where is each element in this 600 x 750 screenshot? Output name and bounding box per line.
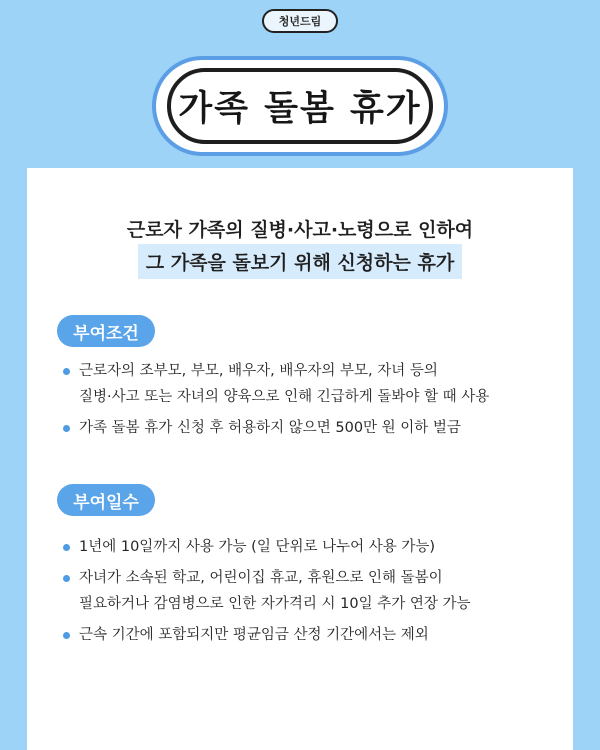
list-item-text: 근로자의 조부모, 부모, 배우자, 배우자의 부모, 자녀 등의 질병·사고 또는 자녀의 양육으로 인해 긴급하게 돌봐야 할 때 사용	[79, 363, 490, 405]
content-card	[27, 168, 573, 750]
section-label-days: 부여일수	[57, 484, 155, 516]
list-item	[63, 565, 565, 617]
list-item-text: 자녀가 소속된 학교, 어린이집 휴교, 휴원으로 인해 돌봄이 필요하거나 감염병으로 인한 자가격리 시 10일 추가 연장 가능	[79, 570, 471, 612]
section-label-conditions: 부여조건	[57, 315, 155, 347]
bullet-dot-icon	[63, 544, 70, 551]
list-item	[63, 358, 565, 410]
bullet-dot-icon	[63, 575, 70, 582]
list-item	[63, 622, 565, 648]
brand-badge: 청년드림	[262, 9, 338, 33]
conditions-list	[63, 358, 565, 446]
intro-highlight	[27, 244, 573, 279]
list-item-text: 1년에 10일까지 사용 가능 (일 단위로 나누어 사용 가능)	[79, 539, 436, 555]
bullet-dot-icon	[63, 368, 70, 375]
title-frame	[152, 56, 448, 156]
bullet-dot-icon	[63, 632, 70, 639]
intro-line-1: 근로자 가족의 질병·사고·노령으로 인하여	[126, 219, 474, 241]
title-frame-inner	[167, 68, 433, 144]
page-title: 가족 돌봄 휴가	[178, 89, 422, 129]
list-item-text: 가족 돌봄 휴가 신청 후 허용하지 않으면 500만 원 이하 벌금	[79, 420, 461, 436]
bullet-dot-icon	[63, 425, 70, 432]
days-list	[63, 534, 565, 653]
intro-line-2: 그 가족을 돌보기 위해 신청하는 휴가	[138, 244, 462, 279]
list-item	[63, 534, 565, 560]
list-item	[63, 415, 565, 441]
list-item-text: 근속 기간에 포함되지만 평균임금 산정 기간에서는 제외	[79, 627, 429, 643]
